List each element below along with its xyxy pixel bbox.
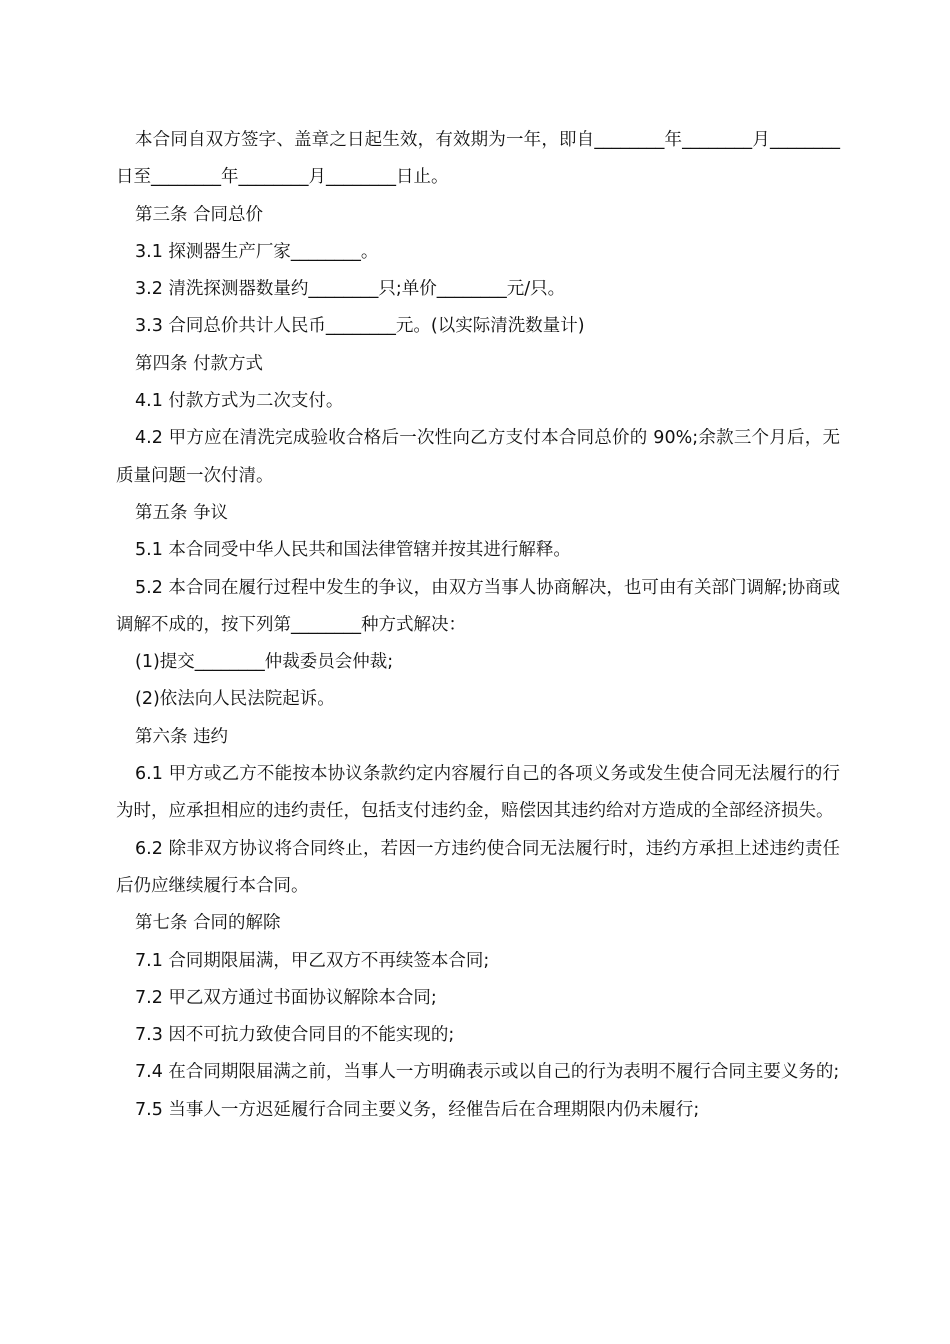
- clause-5-2-option-1: (1)提交________仲裁委员会仲裁;: [135, 652, 394, 673]
- clause-7-1: 7.1 合同期限届满，甲乙双方不再续签本合同;: [135, 950, 490, 971]
- clause-3-3: 3.3 合同总价共计人民币________元。(以实际清洗数量计): [135, 316, 585, 337]
- clause-7-2: 7.2 甲乙双方通过书面协议解除本合同;: [135, 987, 437, 1008]
- heading-article-3: 第三条 合同总价: [135, 204, 264, 225]
- clause-4-2: 4.2 甲方应在清洗完成验收合格后一次性向乙方支付本合同总价的 90%;余款三个月后，无质量问题一次付清。: [116, 428, 840, 486]
- clause-5-2-option-2: (2)依法向人民法院起诉。: [135, 689, 335, 710]
- clause-5-1: 5.1 本合同受中华人民共和国法律管辖并按其进行解释。: [135, 540, 571, 561]
- clause-3-1: 3.1 探测器生产厂家________。: [135, 241, 379, 262]
- heading-article-5: 第五条 争议: [135, 502, 229, 523]
- clause-4-1: 4.1 付款方式为二次支付。: [135, 391, 344, 412]
- clause-6-2: 6.2 除非双方协议将合同终止，若因一方违约使合同无法履行时，违约方承担上述违约责任后仍应继续履行本合同。: [116, 838, 840, 896]
- document-page: [116, 122, 840, 1129]
- clause-5-2: 5.2 本合同在履行过程中发生的争议，由双方当事人协商解决，也可由有关部门调解;协商或调解不成的，按下列第________种方式解决：: [116, 577, 840, 635]
- clause-3-2: 3.2 清洗探测器数量约________只;单价________元/只。: [135, 279, 566, 300]
- heading-article-6: 第六条 违约: [135, 726, 229, 747]
- paragraph-effective-period: 本合同自双方签字、盖章之日起生效，有效期为一年，即自________年________月________日至________年________月________日止。: [116, 130, 840, 188]
- clause-7-3: 7.3 因不可抗力致使合同目的不能实现的;: [135, 1025, 455, 1046]
- clause-7-5: 7.5 当事人一方迟延履行合同主要义务，经催告后在合理期限内仍未履行;: [135, 1099, 700, 1120]
- heading-article-4: 第四条 付款方式: [135, 353, 264, 374]
- clause-7-4: 7.4 在合同期限届满之前，当事人一方明确表示或以自己的行为表明不履行合同主要义务的;: [135, 1062, 840, 1083]
- heading-article-7: 第七条 合同的解除: [135, 913, 281, 934]
- clause-6-1: 6.1 甲方或乙方不能按本协议条款约定内容履行自己的各项义务或发生使合同无法履行的行为时，应承担相应的违约责任，包括支付违约金，赔偿因其违约给对方造成的全部经济损失。: [116, 764, 840, 822]
